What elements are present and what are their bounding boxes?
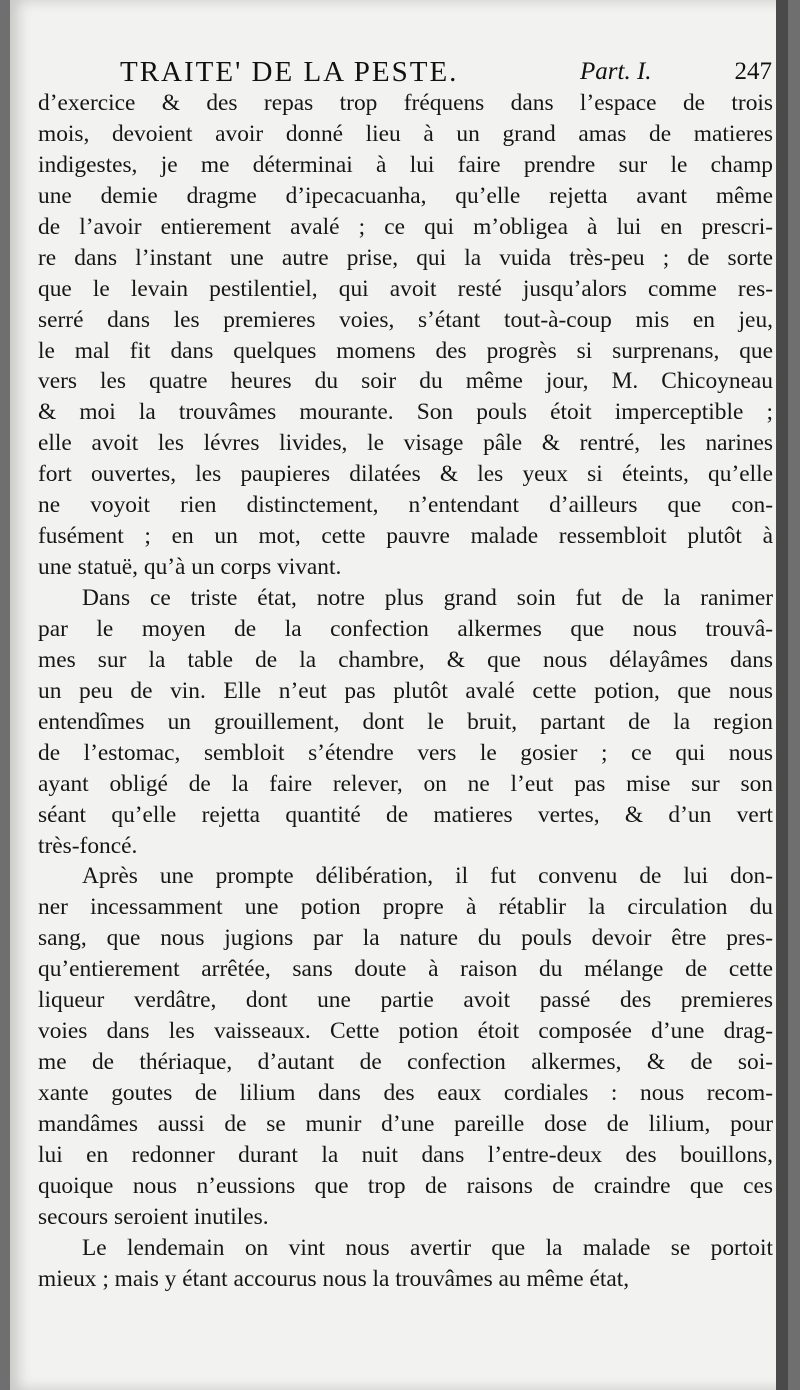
paragraph [38, 861, 773, 1232]
text-line: de l’avoir entierement avalé ; ce qui m’obligea à lui en prescri- [38, 213, 773, 240]
text-line: ayant obligé de la faire relever, on ne l’eut pas mise sur son [38, 770, 773, 797]
text-line: indigestes, je me déterminai à lui faire prendre sur le champ [38, 151, 773, 178]
text-line: voies dans les vaisseaux. Cette potion étoit composée d’une drag- [38, 1018, 773, 1045]
text-line: ner incessamment une potion propre à rétablir la circulation du [38, 894, 773, 921]
text-line: mandâmes aussi de se munir d’une pareille dose de lilium, pour [38, 1110, 773, 1137]
book-page [10, 0, 788, 1390]
text-line: me de thériaque, d’autant de confection alkermes, & de soi- [38, 1049, 773, 1076]
text-line: ne voyoit rien distinctement, n’entendant d’ailleurs que con- [38, 492, 773, 519]
paragraph [38, 88, 773, 583]
text-line: que le levain pestilentiel, qui avoit resté jusqu’alors comme res- [38, 275, 773, 302]
text-line: vers les quatre heures du soir du même jour, M. Chicoyneau [38, 368, 773, 395]
text-line: un peu de vin. Elle n’eut pas plutôt avalé cette potion, que nous [38, 677, 773, 704]
text-line: mes sur la table de la chambre, & que nous délayâmes dans [38, 646, 773, 673]
text-line: Après une prompte délibération, il fut convenu de lui don- [82, 863, 773, 890]
text-line: & moi la trouvâmes mourante. Son pouls étoit imperceptible ; [38, 399, 773, 426]
text-line: xante goutes de lilium dans des eaux cordiales : nous recom- [38, 1080, 773, 1106]
text-line: re dans l’instant une autre prise, qui la vuida très-peu ; de sorte [38, 244, 773, 271]
running-title: TRAITE' DE LA PESTE. [120, 56, 459, 88]
text-line: d’exercice & des repas trop fréquens dans l’espace de trois [38, 90, 773, 116]
text-line: Dans ce triste état, notre plus grand soin fut de la ranimer [82, 585, 773, 611]
text-line: serré dans les premieres voies, s’étant tout-à-coup mis en jeu, [38, 306, 773, 333]
text-line: entendîmes un grouillement, dont le bruit, partant de la region [38, 708, 773, 735]
body-text [38, 88, 773, 1295]
text-line: séant qu’elle rejetta quantité de matieres vertes, & d’un vert [38, 801, 773, 828]
text-line: quoique nous n’eussions que trop de raisons de craindre que ces [38, 1172, 773, 1199]
text-line: très-foncé. [38, 832, 138, 859]
text-line: le mal fit dans quelques momens des progrès si surprenans, que [38, 337, 773, 364]
text-line: de l’estomac, sembloit s’étendre vers le gosier ; ce qui nous [38, 739, 773, 766]
part-label: Part. I. [580, 58, 652, 85]
text-line: une statuë, qu’à un corps vivant. [38, 554, 342, 581]
text-line: par le moyen de la confection alkermes que nous trouvâ- [38, 615, 773, 642]
text-line: mois, devoient avoir donné lieu à un grand amas de matieres [38, 120, 773, 147]
text-line: elle avoit les lévres livides, le visage pâle & rentré, les narines [38, 430, 773, 457]
text-line: sang, que nous jugions par la nature du pouls devoir être pres- [38, 925, 773, 952]
text-line: lui en redonner durant la nuit dans l’entre-deux des bouillons, [38, 1141, 773, 1168]
text-line: fort ouvertes, les paupieres dilatées & les yeux si éteints, qu’elle [38, 461, 773, 488]
text-line: fusément ; en un mot, cette pauvre malade ressembloit plutôt à [38, 523, 773, 550]
text-line: mieux ; mais y étant accourus nous la trouvâmes au même état, [38, 1265, 630, 1292]
paragraph [38, 583, 773, 861]
page-number: 247 [734, 58, 772, 85]
text-line: Le lendemain on vint nous avertir que la malade se portoit [82, 1234, 773, 1261]
text-line: qu’entierement arrêtée, sans doute à raison du mélange de cette [38, 956, 773, 983]
text-line: liqueur verdâtre, dont une partie avoit passé des premieres [38, 987, 773, 1014]
page-gutter-shadow [776, 0, 788, 1390]
paragraph [38, 1233, 773, 1295]
text-line: une demie dragme d’ipecacuanha, qu’elle rejetta avant même [38, 182, 773, 209]
text-line: secours seroient inutiles. [38, 1203, 269, 1230]
